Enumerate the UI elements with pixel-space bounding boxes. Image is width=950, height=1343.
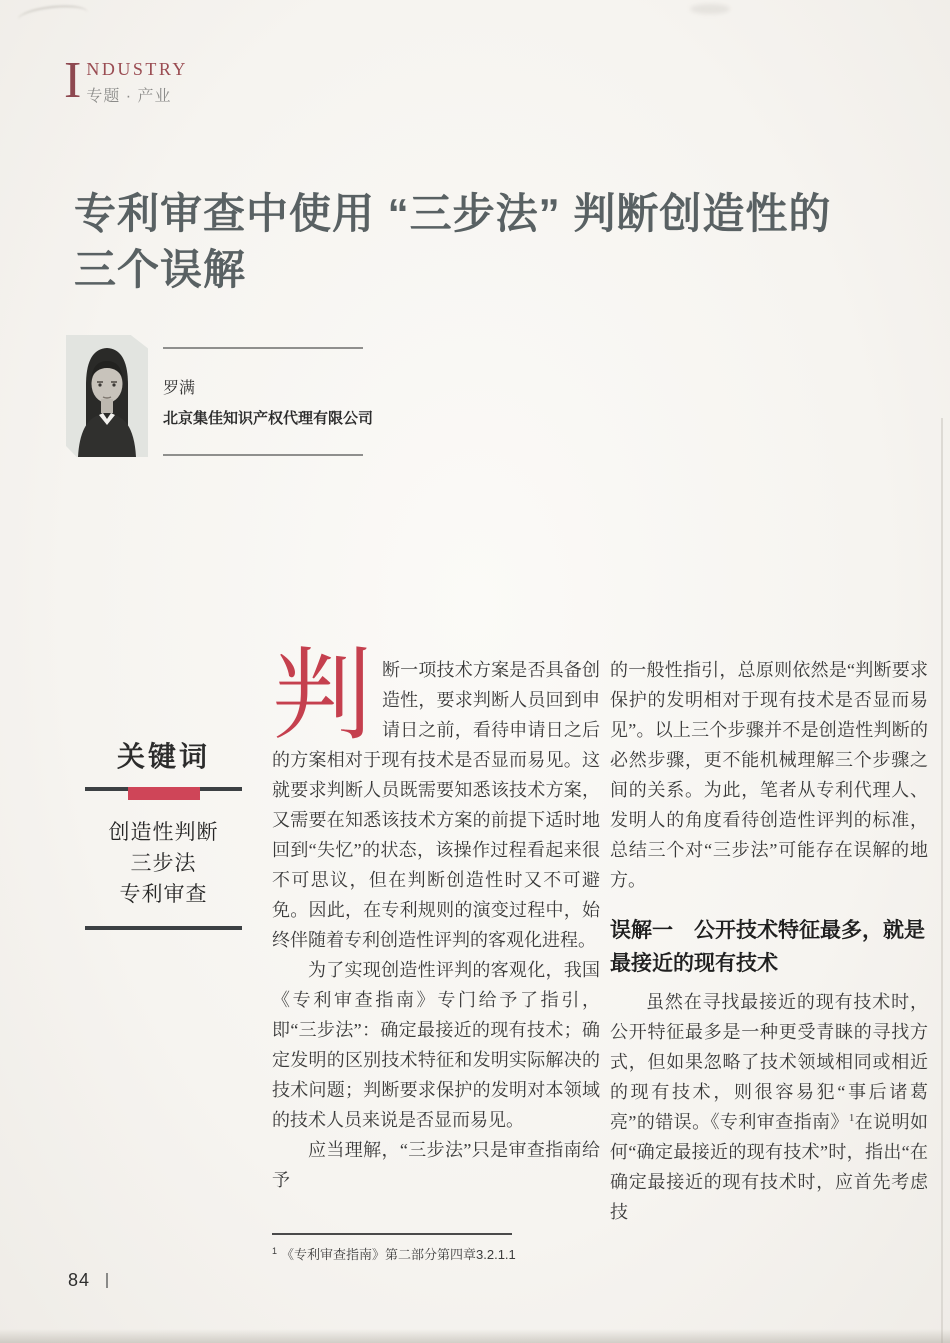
magazine-header <box>64 52 188 109</box>
keywords-accent-box <box>128 787 200 800</box>
paragraph: 应当理解，“三步法”只是审查指南给予 <box>272 1140 600 1190</box>
author-info-block <box>163 347 374 456</box>
magazine-name: NDUSTRY <box>86 59 188 79</box>
page-number: 84 <box>68 1270 91 1290</box>
footnote-citation: 《专利审查指南》第二部分第四章3.2.1.1 <box>281 1247 516 1262</box>
paragraph-with-reference <box>610 987 928 1227</box>
keyword-item: 三步法 <box>130 851 197 875</box>
author-portrait-image <box>66 335 148 457</box>
paragraph-text: 虽然在寻找最接近的现有技术时，公开特征最多是一种更受青睐的寻找方式，但如果忽略了技术领域相同或相近的现有技术，则很容易犯“事后诸葛亮”的错误。《专利审查指南》 <box>610 992 928 1132</box>
section-heading-misconception-1: 误解一 公开技术特征最多，就是最接近的现有技术 <box>610 919 925 975</box>
reference-superscript: 1 <box>848 1112 855 1124</box>
footnote-block <box>272 1233 602 1263</box>
scan-smudge <box>17 2 89 29</box>
paragraph-lead-text: 断一项技术方案是否具备创造性，要求判断人员回到申请日之前，看待申请日之后的方案相对于现有技术是否显而易见。这就要求判断人员既需要知悉该技术方案，又需要在知悉该技术方案的前提下适时地回到“失忆”的状态，该操作过程看起来很不可思议，但在判断创造性时又不可避免。因此，在专利规则的演变过程中，始终伴随着专利创造性评判的客观化进程。 <box>272 660 600 950</box>
scan-smudge <box>690 4 730 14</box>
scan-bottom-shadow <box>0 1329 950 1343</box>
author-rule-top <box>163 347 363 349</box>
article-title-line1: 专利审查中使用 “三步法” 判断创造性的 <box>74 190 832 237</box>
keyword-item: 专利审查 <box>119 882 208 906</box>
footnote-text <box>272 1244 602 1263</box>
author-rule-bottom <box>163 454 363 456</box>
keyword-item: 创造性判断 <box>108 820 219 844</box>
body-column-left <box>272 641 600 1195</box>
author-name: 罗满 <box>163 380 196 397</box>
author-photo <box>66 335 148 457</box>
footer-divider-bar <box>106 1273 108 1288</box>
footnote-marker: 1 <box>272 1245 278 1256</box>
paragraph-lead <box>272 641 600 955</box>
body-column-right <box>610 655 928 1227</box>
keywords-box <box>85 735 242 930</box>
keywords-bottom-rule <box>85 926 242 930</box>
dropcap-character: 判 <box>272 641 372 752</box>
article-title-line2: 三个误解 <box>74 246 247 293</box>
scan-edge-line <box>941 418 943 1343</box>
keywords-list <box>85 817 242 910</box>
page-footer <box>68 1270 108 1291</box>
paragraph: 的一般性指引，总原则依然是“判断要求保护的发明相对于现有技术是否显而易见”。以上三个步骤并不是创造性判断的必然步骤，更不能机械理解三个步骤之间的关系。为此，笔者从专利代理人、发明人的角度看待创造性评判的标准，总结三个对“三步法”可能存在误解的地方。 <box>610 660 928 890</box>
keywords-title: 关键词 <box>116 742 210 773</box>
magazine-drop-initial: I <box>64 52 82 109</box>
article-title <box>74 186 904 298</box>
paragraph-text: 在说明如何“确定最接近的现有技术”时，指出“在确定最接近的现有技术时，应首先考虑技 <box>610 1112 928 1222</box>
author-affiliation: 北京集佳知识产权代理有限公司 <box>163 410 374 427</box>
footnote-rule <box>272 1233 512 1235</box>
paragraph: 为了实现创造性评判的客观化，我国《专利审查指南》专门给予了指引，即“三步法”：确定最接近的现有技术；确定发明的区别技术特征和发明实际解决的技术问题；判断要求保护的发明对本领域的技术人员来说是否显而易见。 <box>272 960 600 1130</box>
magazine-section-label: 专题 · 产业 <box>86 88 172 105</box>
keywords-divider <box>85 787 242 801</box>
